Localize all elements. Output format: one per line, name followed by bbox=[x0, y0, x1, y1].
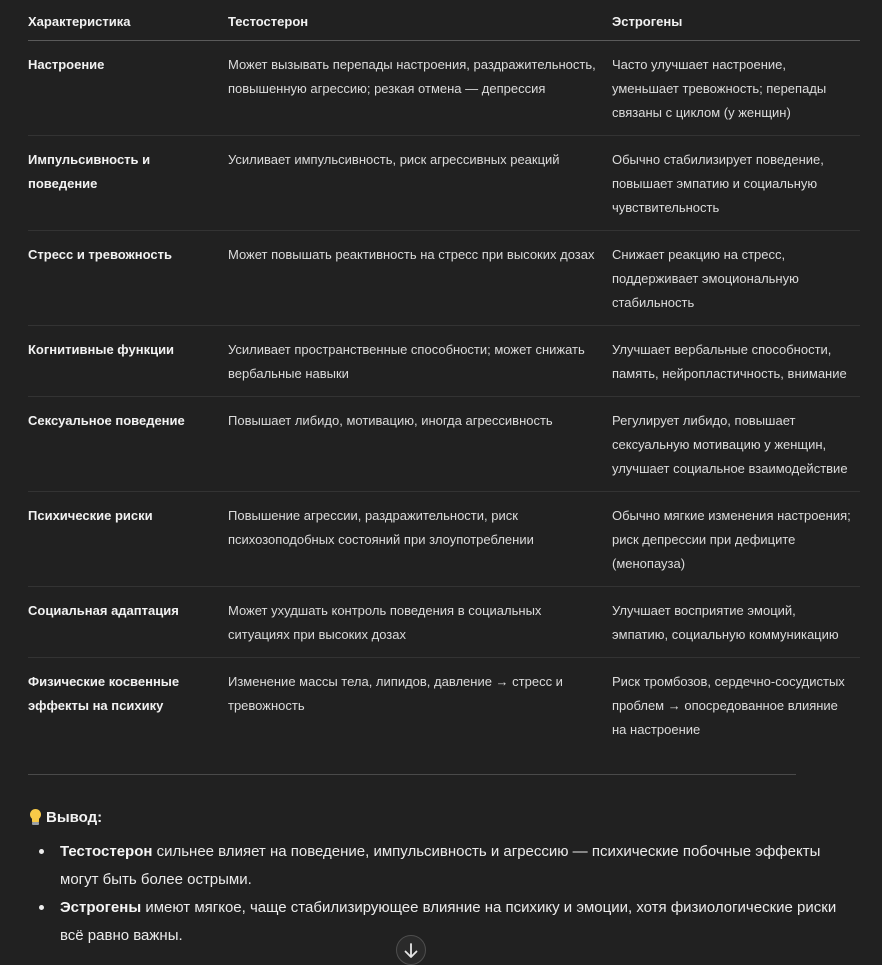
row-feature: Когнитивные функции bbox=[28, 326, 228, 397]
row-testosterone: Может вызывать перепады настроения, раздражительность, повышенную агрессию; резкая отмена — депрессия bbox=[228, 41, 612, 136]
row-feature: Стресс и тревожность bbox=[28, 231, 228, 326]
list-item-text: имеют мягкое, чаще стабилизирующее влияние на психику и эмоции, хотя физиологические риски всё равно важны. bbox=[60, 899, 837, 944]
list-item bbox=[60, 894, 840, 950]
section-divider bbox=[28, 774, 796, 775]
list-item-text: сильнее влияет на поведение, импульсивность и агрессию — психические побочные эффекты могут быть более острыми. bbox=[60, 843, 821, 888]
row-estrogens: Риск тромбозов, сердечно-сосудистых проблем → опосредованное влияние на настроение bbox=[612, 674, 845, 737]
lightbulb-icon bbox=[28, 808, 42, 826]
row-feature: Импульсивность и поведение bbox=[28, 136, 228, 231]
row-testosterone: Усиливает пространственные способности; может снижать вербальные навыки bbox=[228, 326, 612, 397]
row-testosterone: Изменение массы тела, липидов, давление → стресс и тревожность bbox=[228, 674, 563, 713]
row-estrogens: Снижает реакцию на стресс, поддерживает эмоциональную стабильность bbox=[612, 231, 860, 326]
row-estrogens: Улучшает восприятие эмоций, эмпатию, социальную коммуникацию bbox=[612, 587, 860, 658]
header-estrogens: Эстрогены bbox=[612, 0, 860, 41]
row-testosterone: Может ухудшать контроль поведения в социальных ситуациях при высоких дозах bbox=[228, 587, 612, 658]
row-estrogens: Часто улучшает настроение, уменьшает тревожность; перепады связаны с циклом (у женщин) bbox=[612, 41, 860, 136]
row-testosterone: Может повышать реактивность на стресс при высоких дозах bbox=[228, 231, 612, 326]
conclusion-list bbox=[28, 838, 840, 950]
header-testosterone: Тестостерон bbox=[228, 0, 612, 41]
comparison-table bbox=[28, 0, 860, 752]
row-estrogens: Обычно мягкие изменения настроения; риск депрессии при дефиците (менопауза) bbox=[612, 492, 860, 587]
table-row bbox=[28, 326, 860, 397]
row-estrogens: Регулирует либидо, повышает сексуальную мотивацию у женщин, улучшает социальное взаимодействие bbox=[612, 397, 860, 492]
row-testosterone: Повышение агрессии, раздражительности, риск психозоподобных состояний при злоупотреблении bbox=[228, 492, 612, 587]
scroll-to-bottom-button[interactable] bbox=[396, 935, 426, 965]
arrow-down-icon bbox=[404, 943, 418, 959]
table-row bbox=[28, 231, 860, 326]
row-estrogens: Улучшает вербальные способности, память, нейропластичность, внимание bbox=[612, 326, 860, 397]
table-row bbox=[28, 658, 860, 753]
conclusion-heading bbox=[28, 808, 102, 826]
table-row bbox=[28, 587, 860, 658]
row-feature: Физические косвенные эффекты на психику bbox=[28, 674, 180, 713]
table-row bbox=[28, 397, 860, 492]
list-item-bold: Тестостерон bbox=[60, 843, 153, 860]
conclusion-title: Вывод: bbox=[46, 808, 103, 826]
row-testosterone: Повышает либидо, мотивацию, иногда агрессивность bbox=[228, 397, 612, 492]
row-feature: Социальная адаптация bbox=[28, 587, 228, 658]
table-row bbox=[28, 136, 860, 231]
row-testosterone: Усиливает импульсивность, риск агрессивных реакций bbox=[228, 136, 612, 231]
table-row bbox=[28, 41, 860, 136]
table-row bbox=[28, 492, 860, 587]
row-feature: Настроение bbox=[28, 41, 228, 136]
header-feature: Характеристика bbox=[28, 0, 228, 41]
row-estrogens: Обычно стабилизирует поведение, повышает эмпатию и социальную чувствительность bbox=[612, 136, 860, 231]
row-feature: Сексуальное поведение bbox=[28, 397, 228, 492]
list-item-bold: Эстрогены bbox=[60, 899, 142, 916]
list-item bbox=[60, 838, 840, 894]
comparison-table-wrapper bbox=[28, 0, 860, 752]
row-feature: Психические риски bbox=[28, 492, 228, 587]
table-header-row bbox=[28, 0, 860, 41]
